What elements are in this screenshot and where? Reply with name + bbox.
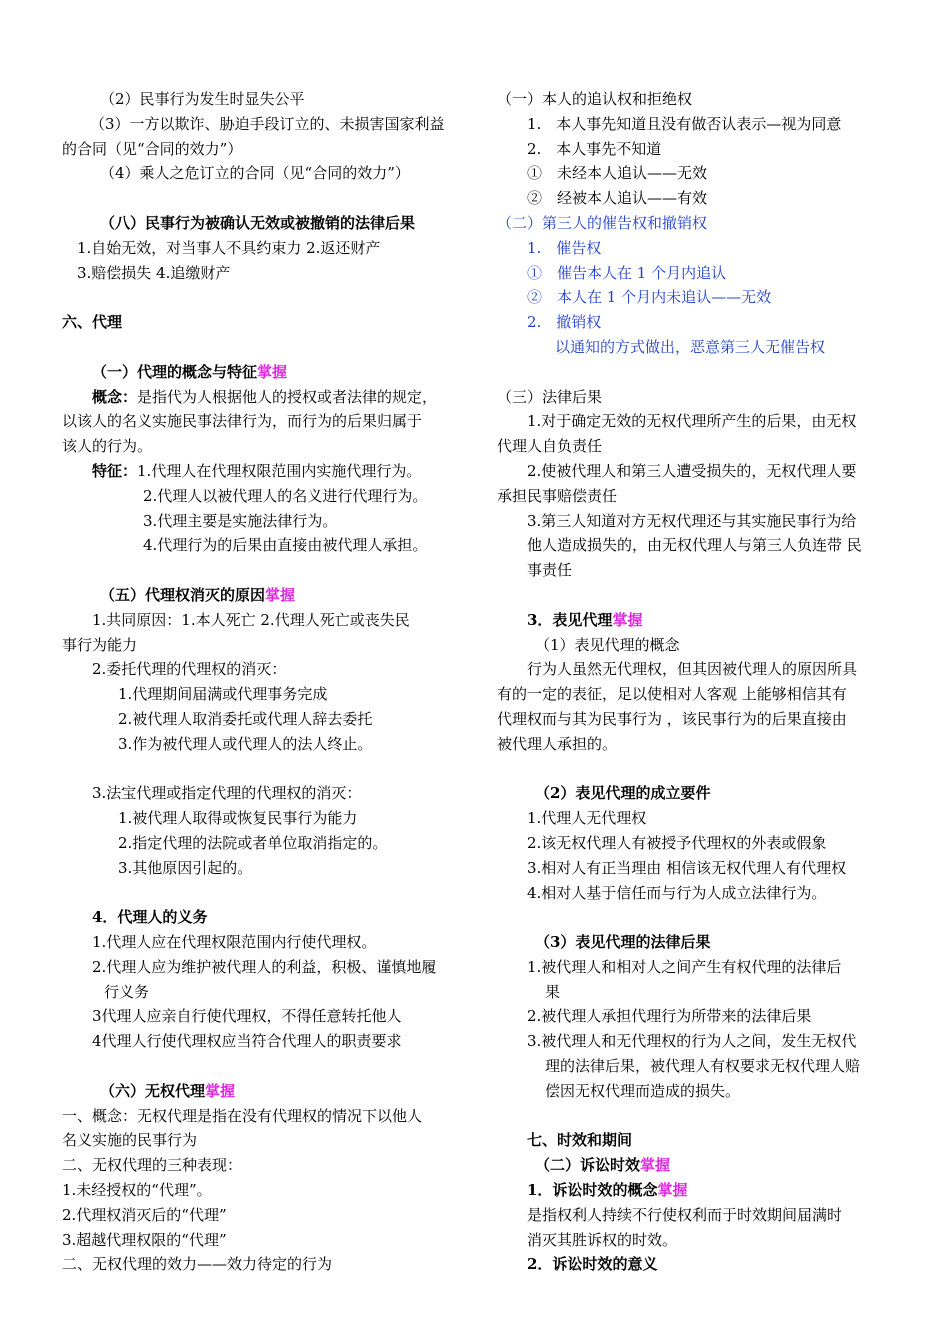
section-heading: （3）表见代理的法律后果 <box>535 933 711 952</box>
text-line: 1. 本人事先知道且没有做否认表示—视为同意 <box>527 114 842 133</box>
text-line: 2.被代理人承担代理行为所带来的法律后果 <box>527 1007 812 1026</box>
left-column <box>62 87 472 1277</box>
text-line: 3.赔偿损失 4.追缴财产 <box>77 263 231 282</box>
text-line: 3.法宝代理或指定代理的代理权的消灭： <box>92 784 362 803</box>
mastery-tag: 掌握 <box>205 1081 236 1100</box>
text-line: 2.使被代理人和第三人遭受损失的，无权代理人要 <box>527 461 857 480</box>
text-line: 一、概念：无权代理是指在没有代理权的情况下以他人 <box>62 1106 423 1125</box>
text-line: 2. 本人事先不知道 <box>527 139 662 158</box>
section-heading: 2．诉讼时效的意义 <box>527 1255 658 1274</box>
text-line: 4.相对人基于信任而与行为人成立法律行为。 <box>527 883 827 902</box>
text-line: 2.委托代理的代理权的消灭： <box>92 660 287 679</box>
text-line: （2）民事行为发生时显失公平 <box>100 90 305 108</box>
text-line: （三）法律后果 <box>497 387 603 406</box>
text-line: 果 <box>545 982 561 1001</box>
section-heading: （2）表见代理的成立要件 <box>535 784 711 803</box>
text-line: 1.代理人无代理权 <box>527 809 647 828</box>
text-line: 2.被代理人取消委托或代理人辞去委托 <box>118 709 373 728</box>
text-line: 承担民事赔偿责任 <box>497 486 618 505</box>
text-line: 是指权利人持续不行使权利而于时效期间届满时 <box>527 1205 843 1224</box>
mastery-tag: 掌握 <box>640 1156 671 1175</box>
section-heading: 4．代理人的义务 <box>92 908 208 927</box>
text-line: 特征：1.代理人在代理权限范围内实施代理行为。 <box>92 461 422 480</box>
chapter-heading: 七、时效和期间 <box>527 1131 633 1150</box>
text-line: 3.相对人有正当理由 相信该无权代理人有代理权 <box>527 858 847 877</box>
text-line: （4）乘人之危订立的合同（见“合同的效力”） <box>100 164 410 183</box>
section-heading: （二）诉讼时效掌握 <box>535 1156 671 1175</box>
text-line: 3.作为被代理人或代理人的法人终止。 <box>118 734 373 753</box>
text-line: 2.指定代理的法院或者单位取消指定的。 <box>118 833 388 852</box>
text-line: 2.代理人应为维护被代理人的利益，积极、谨慎地履 <box>92 957 437 976</box>
text-line: （3）一方以欺诈、胁迫手段订立的、未损害国家利益 <box>90 114 445 133</box>
text-line: 2.代理人以被代理人的名义进行代理行为。 <box>143 486 428 505</box>
text-line: 以通知的方式做出，恶意第三人无催告权 <box>555 337 826 356</box>
text-line: 1.自始无效，对当事人不具约束力 2.返还财产 <box>77 238 381 257</box>
text-line: 该人的行为。 <box>62 437 153 456</box>
text-line: 4代理人行使代理权应当符合代理人的职责要求 <box>92 1032 402 1051</box>
text-line: 1.被代理人取得或恢复民事行为能力 <box>118 809 358 828</box>
text-line: 1.被代理人和相对人之间产生有权代理的法律后 <box>527 957 842 976</box>
text-line: 1.代理期间届满或代理事务完成 <box>118 685 328 704</box>
text-line: 他人造成损失的，由无权代理人与第三人负连带 民 <box>527 536 862 555</box>
section-heading: （一）代理的概念与特征掌握 <box>92 362 288 381</box>
text-line: （二）第三人的催告权和撤销权 <box>497 213 708 232</box>
text-line: 3.其他原因引起的。 <box>118 858 253 877</box>
text-line: 被代理人承担的。 <box>497 734 618 753</box>
text-line: 3.代理主要是实施法律行为。 <box>143 511 338 530</box>
section-heading: （八）民事行为被确认无效或被撤销的法律后果 <box>100 213 416 232</box>
text-line: 代理人自负责任 <box>497 437 603 456</box>
text-line: 1. 催告权 <box>527 238 602 257</box>
text-line: ① 催告本人在 1 个月内追认 <box>527 263 727 282</box>
text-line: 2.该无权代理人有被授予代理权的外表或假象 <box>527 833 827 852</box>
text-line: 二、无权代理的三种表现： <box>62 1156 243 1175</box>
text-line: 4.代理行为的后果由直接由被代理人承担。 <box>143 536 428 555</box>
text-line: ② 本人在 1 个月内未追认——无效 <box>527 288 772 307</box>
text-line: 以该人的名义实施民事法律行为，而行为的后果归属于 <box>62 412 423 431</box>
text-line: 行为人虽然无代理权，但其因被代理人的原因所具 <box>527 660 858 679</box>
text-line: 概念：是指代为人根据他人的授权或者法律的规定， <box>92 387 438 406</box>
text-line: 1.对于确定无效的无权代理所产生的后果，由无权 <box>527 412 857 431</box>
text-line: 的合同（见“合同的效力”） <box>62 139 243 158</box>
mastery-tag: 掌握 <box>265 585 296 604</box>
text-line: 代理权而与其为民事行为 ，该民事行为的后果直接由 <box>497 709 847 728</box>
section-heading: 1．诉讼时效的概念掌握 <box>527 1181 688 1200</box>
chapter-heading: 六、代理 <box>62 313 123 332</box>
text-line: 有的一定的表征，足以使相对人客观 上能够相信其有 <box>497 685 847 704</box>
section-heading: （五）代理权消灭的原因掌握 <box>100 585 296 604</box>
text-line: （1）表见代理的概念 <box>535 635 680 654</box>
mastery-tag: 掌握 <box>612 610 643 629</box>
text-line: 理的法律后果，被代理人有权要求无权代理人赔 <box>545 1057 861 1076</box>
right-column <box>497 87 907 1277</box>
text-line: 事行为能力 <box>62 635 138 654</box>
text-line: 1.代理人应在代理权限范围内行使代理权。 <box>92 933 377 952</box>
text-line: 3代理人应亲自行使代理权，不得任意转托他人 <box>92 1007 402 1026</box>
text-line: 3.被代理人和无代理权的行为人之间，发生无权代 <box>527 1032 857 1051</box>
mastery-tag: 掌握 <box>257 362 288 381</box>
text-line: 消灭其胜诉权的时效。 <box>527 1230 678 1249</box>
text-line: 二、无权代理的效力——效力待定的行为 <box>62 1255 333 1274</box>
mastery-tag: 掌握 <box>657 1181 688 1200</box>
text-line: 1.未经授权的“代理”。 <box>62 1181 212 1200</box>
text-line: 行义务 <box>104 982 150 1001</box>
text-line: （一）本人的追认权和拒绝权 <box>497 90 693 108</box>
text-line: 事责任 <box>527 561 573 580</box>
text-line: 1.共同原因：1.本人死亡 2.代理人死亡或丧失民 <box>92 610 410 629</box>
text-line: 2. 撤销权 <box>527 313 602 332</box>
text-line: 3.第三人知道对方无权代理还与其实施民事行为给 <box>527 511 857 530</box>
text-line: 3.超越代理权限的“代理” <box>62 1230 227 1249</box>
text-line: 偿因无权代理而造成的损失。 <box>545 1081 741 1100</box>
text-line: 2.代理权消灭后的“代理” <box>62 1205 227 1224</box>
text-line: ② 经被本人追认——有效 <box>527 189 708 208</box>
text-line: ① 未经本人追认——无效 <box>527 164 708 183</box>
section-heading: （六）无权代理掌握 <box>100 1081 236 1100</box>
text-line: 名义实施的民事行为 <box>62 1131 198 1150</box>
section-heading: 3．表见代理掌握 <box>527 610 643 629</box>
